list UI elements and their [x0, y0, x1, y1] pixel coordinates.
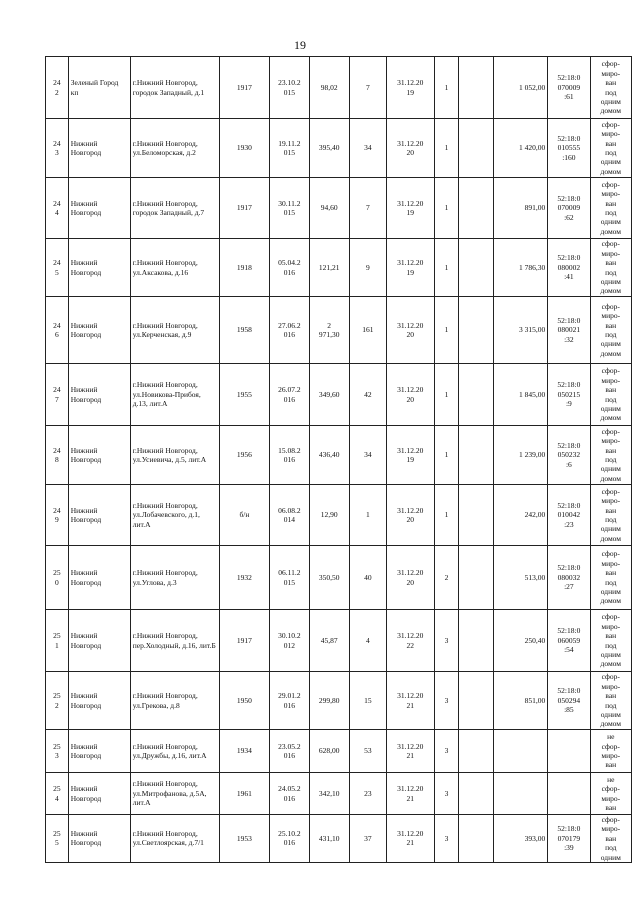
empty-cell	[459, 546, 494, 610]
cost-cell: 3 315,00	[494, 297, 548, 364]
area-cell: 121,21	[309, 239, 349, 297]
address-cell: г.Нижний Новгород, ул.Светлоярская, д.7/1	[130, 815, 219, 863]
land-status-cell: не сфор- миро- ван	[590, 773, 631, 815]
land-status-cell: сфор- миро- ван под одним домом	[590, 364, 631, 426]
build-year-cell: 1955	[219, 364, 270, 426]
cost-cell: 1 239,00	[494, 426, 548, 485]
empty-cell	[459, 178, 494, 239]
settlement-cell: Нижний Новгород	[68, 239, 130, 297]
land-status-cell: сфор- миро- ван под одним домом	[590, 610, 631, 672]
residents-cell: 53	[349, 730, 386, 773]
table-row	[46, 119, 632, 178]
residents-cell: 4	[349, 610, 386, 672]
area-cell: 94,60	[309, 178, 349, 239]
stage-cell: 3	[434, 610, 459, 672]
table-row	[46, 364, 632, 426]
cadastral-number-cell: 52:18:0 070179 :39	[548, 815, 590, 863]
row-number-cell: 24 6	[46, 297, 69, 364]
area-cell: 350,50	[309, 546, 349, 610]
row-number-cell: 24 9	[46, 485, 69, 546]
cadastral-number-cell: 52:18:0 050215 :9	[548, 364, 590, 426]
empty-cell	[459, 485, 494, 546]
empty-cell	[459, 672, 494, 730]
settlement-cell: Нижний Новгород	[68, 610, 130, 672]
build-year-cell: 1930	[219, 119, 270, 178]
build-year-cell: 1956	[219, 426, 270, 485]
residents-cell: 37	[349, 815, 386, 863]
stage-cell: 1	[434, 485, 459, 546]
stage-cell: 1	[434, 57, 459, 119]
table-row	[46, 485, 632, 546]
empty-cell	[459, 57, 494, 119]
cadastral-number-cell: 52:18:0 060059 :54	[548, 610, 590, 672]
residents-cell: 15	[349, 672, 386, 730]
recognition-date-cell: 25.10.2 016	[270, 815, 309, 863]
address-cell: г.Нижний Новгород, городок Западный, д.7	[130, 178, 219, 239]
settlement-cell: Нижний Новгород	[68, 364, 130, 426]
table-row	[46, 815, 632, 863]
cadastral-number-cell: 52:18:0 080021 :32	[548, 297, 590, 364]
table-row	[46, 57, 632, 119]
build-year-cell: 1918	[219, 239, 270, 297]
residents-cell: 7	[349, 57, 386, 119]
residents-cell: 161	[349, 297, 386, 364]
area-cell: 436,40	[309, 426, 349, 485]
address-cell: г.Нижний Новгород, ул.Грекова, д.8	[130, 672, 219, 730]
table-row	[46, 239, 632, 297]
settlement-cell: Нижний Новгород	[68, 426, 130, 485]
build-year-cell: 1917	[219, 610, 270, 672]
planned-date-cell: 31.12.20 20	[387, 364, 435, 426]
planned-date-cell: 31.12.20 20	[387, 119, 435, 178]
build-year-cell: 1950	[219, 672, 270, 730]
land-status-cell: сфор- миро- ван под одним домом	[590, 546, 631, 610]
recognition-date-cell: 29.01.2 016	[270, 672, 309, 730]
table-row	[46, 426, 632, 485]
cadastral-number-cell: 52:18:0 080002 :41	[548, 239, 590, 297]
planned-date-cell: 31.12.20 21	[387, 730, 435, 773]
row-number-cell: 24 8	[46, 426, 69, 485]
row-number-cell: 25 1	[46, 610, 69, 672]
land-status-cell: сфор- миро- ван под одним домом	[590, 119, 631, 178]
planned-date-cell: 31.12.20 20	[387, 297, 435, 364]
recognition-date-cell: 24.05.2 016	[270, 773, 309, 815]
cost-cell: 250,40	[494, 610, 548, 672]
page-number: 19	[294, 38, 306, 52]
table-row	[46, 672, 632, 730]
planned-date-cell: 31.12.20 19	[387, 426, 435, 485]
settlement-cell: Нижний Новгород	[68, 773, 130, 815]
area-cell: 349,60	[309, 364, 349, 426]
address-cell: г.Нижний Новгород, ул.Лобачевского, д.1, лит.А	[130, 485, 219, 546]
empty-cell	[459, 297, 494, 364]
cadastral-number-cell	[548, 773, 590, 815]
table-row	[46, 178, 632, 239]
residents-cell: 7	[349, 178, 386, 239]
stage-cell: 3	[434, 672, 459, 730]
planned-date-cell: 31.12.20 19	[387, 178, 435, 239]
cost-cell: 513,00	[494, 546, 548, 610]
address-cell: г.Нижний Новгород, пер.Холодный, д.16, лит.Б	[130, 610, 219, 672]
cadastral-number-cell: 52:18:0 050294 :85	[548, 672, 590, 730]
build-year-cell: 1958	[219, 297, 270, 364]
cost-cell: 242,00	[494, 485, 548, 546]
empty-cell	[459, 426, 494, 485]
land-status-cell: не сфор- миро- ван	[590, 730, 631, 773]
row-number-cell: 24 5	[46, 239, 69, 297]
stage-cell: 1	[434, 364, 459, 426]
row-number-cell: 25 4	[46, 773, 69, 815]
settlement-cell: Нижний Новгород	[68, 815, 130, 863]
cost-cell: 1 052,00	[494, 57, 548, 119]
residents-cell: 23	[349, 773, 386, 815]
empty-cell	[459, 730, 494, 773]
stage-cell: 3	[434, 773, 459, 815]
cost-cell: 393,00	[494, 815, 548, 863]
stage-cell: 1	[434, 426, 459, 485]
recognition-date-cell: 27.06.2 016	[270, 297, 309, 364]
land-status-cell: сфор- миро- ван под одним домом	[590, 485, 631, 546]
recognition-date-cell: 30.10.2 012	[270, 610, 309, 672]
recognition-date-cell: 05.04.2 016	[270, 239, 309, 297]
area-cell: 45,87	[309, 610, 349, 672]
address-cell: г.Нижний Новгород, городок Западный, д.1	[130, 57, 219, 119]
cadastral-number-cell: 52:18:0 050232 :6	[548, 426, 590, 485]
table-row	[46, 297, 632, 364]
residents-cell: 40	[349, 546, 386, 610]
row-number-cell: 25 0	[46, 546, 69, 610]
settlement-cell: Нижний Новгород	[68, 178, 130, 239]
table-row	[46, 546, 632, 610]
settlement-cell: Нижний Новгород	[68, 730, 130, 773]
build-year-cell: 1917	[219, 178, 270, 239]
stage-cell: 3	[434, 815, 459, 863]
row-number-cell: 25 3	[46, 730, 69, 773]
area-cell: 431,10	[309, 815, 349, 863]
address-cell: г.Нижний Новгород, ул.Усиевича, д.5, лит.А	[130, 426, 219, 485]
row-number-cell: 24 4	[46, 178, 69, 239]
settlement-cell: Нижний Новгород	[68, 672, 130, 730]
recognition-date-cell: 06.11.2 015	[270, 546, 309, 610]
empty-cell	[459, 610, 494, 672]
settlement-cell: Зеленый Город кп	[68, 57, 130, 119]
cadastral-number-cell: 52:18:0 080032 :27	[548, 546, 590, 610]
cadastral-number-cell: 52:18:0 010555 :160	[548, 119, 590, 178]
address-cell: г.Нижний Новгород, ул.Новикова-Прибоя, д.13, лит.А	[130, 364, 219, 426]
recognition-date-cell: 23.05.2 016	[270, 730, 309, 773]
address-cell: г.Нижний Новгород, ул.Дружбы, д.16, лит.А	[130, 730, 219, 773]
recognition-date-cell: 15.08.2 016	[270, 426, 309, 485]
area-cell: 2 971,30	[309, 297, 349, 364]
stage-cell: 1	[434, 178, 459, 239]
recognition-date-cell: 23.10.2 015	[270, 57, 309, 119]
land-status-cell: сфор- миро- ван под одним домом	[590, 239, 631, 297]
empty-cell	[459, 773, 494, 815]
cost-cell: 891,00	[494, 178, 548, 239]
build-year-cell: 1953	[219, 815, 270, 863]
stage-cell: 3	[434, 730, 459, 773]
land-status-cell: сфор- миро- ван под одним домом	[590, 426, 631, 485]
build-year-cell: б/н	[219, 485, 270, 546]
stage-cell: 1	[434, 239, 459, 297]
row-number-cell: 24 7	[46, 364, 69, 426]
address-cell: г.Нижний Новгород, ул.Аксакова, д.16	[130, 239, 219, 297]
table-row	[46, 610, 632, 672]
land-status-cell: сфор- миро- ван под одним домом	[590, 672, 631, 730]
table-body	[46, 57, 632, 863]
recognition-date-cell: 26.07.2 016	[270, 364, 309, 426]
stage-cell: 1	[434, 119, 459, 178]
area-cell: 98,02	[309, 57, 349, 119]
stage-cell: 1	[434, 297, 459, 364]
settlement-cell: Нижний Новгород	[68, 546, 130, 610]
table-row	[46, 773, 632, 815]
residents-cell: 42	[349, 364, 386, 426]
settlement-cell: Нижний Новгород	[68, 485, 130, 546]
residents-cell: 34	[349, 119, 386, 178]
table-row	[46, 730, 632, 773]
row-number-cell: 25 5	[46, 815, 69, 863]
area-cell: 342,10	[309, 773, 349, 815]
build-year-cell: 1961	[219, 773, 270, 815]
row-number-cell: 25 2	[46, 672, 69, 730]
land-status-cell: сфор- миро- ван под одним домом	[590, 57, 631, 119]
area-cell: 299,80	[309, 672, 349, 730]
address-cell: г.Нижний Новгород, ул.Углова, д.3	[130, 546, 219, 610]
area-cell: 395,40	[309, 119, 349, 178]
row-number-cell: 24 2	[46, 57, 69, 119]
empty-cell	[459, 364, 494, 426]
planned-date-cell: 31.12.20 20	[387, 546, 435, 610]
planned-date-cell: 31.12.20 21	[387, 815, 435, 863]
recognition-date-cell: 06.08.2 014	[270, 485, 309, 546]
cost-cell: 851,00	[494, 672, 548, 730]
empty-cell	[459, 815, 494, 863]
planned-date-cell: 31.12.20 21	[387, 773, 435, 815]
stage-cell: 2	[434, 546, 459, 610]
cost-cell	[494, 730, 548, 773]
address-cell: г.Нижний Новгород, ул.Беломорская, д.2	[130, 119, 219, 178]
address-cell: г.Нижний Новгород, ул.Митрофанова, д.5А, лит.А	[130, 773, 219, 815]
cadastral-number-cell: 52:18:0 010042 :23	[548, 485, 590, 546]
cadastral-number-cell: 52:18:0 070009 :62	[548, 178, 590, 239]
cost-cell: 1 786,30	[494, 239, 548, 297]
build-year-cell: 1934	[219, 730, 270, 773]
empty-cell	[459, 119, 494, 178]
recognition-date-cell: 30.11.2 015	[270, 178, 309, 239]
registry-table	[45, 56, 632, 863]
planned-date-cell: 31.12.20 20	[387, 485, 435, 546]
build-year-cell: 1917	[219, 57, 270, 119]
land-status-cell: сфор- миро- ван под одним	[590, 815, 631, 863]
cadastral-number-cell	[548, 730, 590, 773]
planned-date-cell: 31.12.20 19	[387, 239, 435, 297]
land-status-cell: сфор- миро- ван под одним домом	[590, 178, 631, 239]
row-number-cell: 24 3	[46, 119, 69, 178]
residents-cell: 9	[349, 239, 386, 297]
settlement-cell: Нижний Новгород	[68, 119, 130, 178]
land-status-cell: сфор- миро- ван под одним домом	[590, 297, 631, 364]
planned-date-cell: 31.12.20 19	[387, 57, 435, 119]
build-year-cell: 1932	[219, 546, 270, 610]
address-cell: г.Нижний Новгород, ул.Керченская, д.9	[130, 297, 219, 364]
area-cell: 12,90	[309, 485, 349, 546]
residents-cell: 34	[349, 426, 386, 485]
recognition-date-cell: 19.11.2 015	[270, 119, 309, 178]
planned-date-cell: 31.12.20 22	[387, 610, 435, 672]
residents-cell: 1	[349, 485, 386, 546]
cost-cell: 1 420,00	[494, 119, 548, 178]
empty-cell	[459, 239, 494, 297]
planned-date-cell: 31.12.20 21	[387, 672, 435, 730]
cost-cell: 1 845,00	[494, 364, 548, 426]
area-cell: 628,00	[309, 730, 349, 773]
cost-cell	[494, 773, 548, 815]
cadastral-number-cell: 52:18:0 070009 :61	[548, 57, 590, 119]
settlement-cell: Нижний Новгород	[68, 297, 130, 364]
